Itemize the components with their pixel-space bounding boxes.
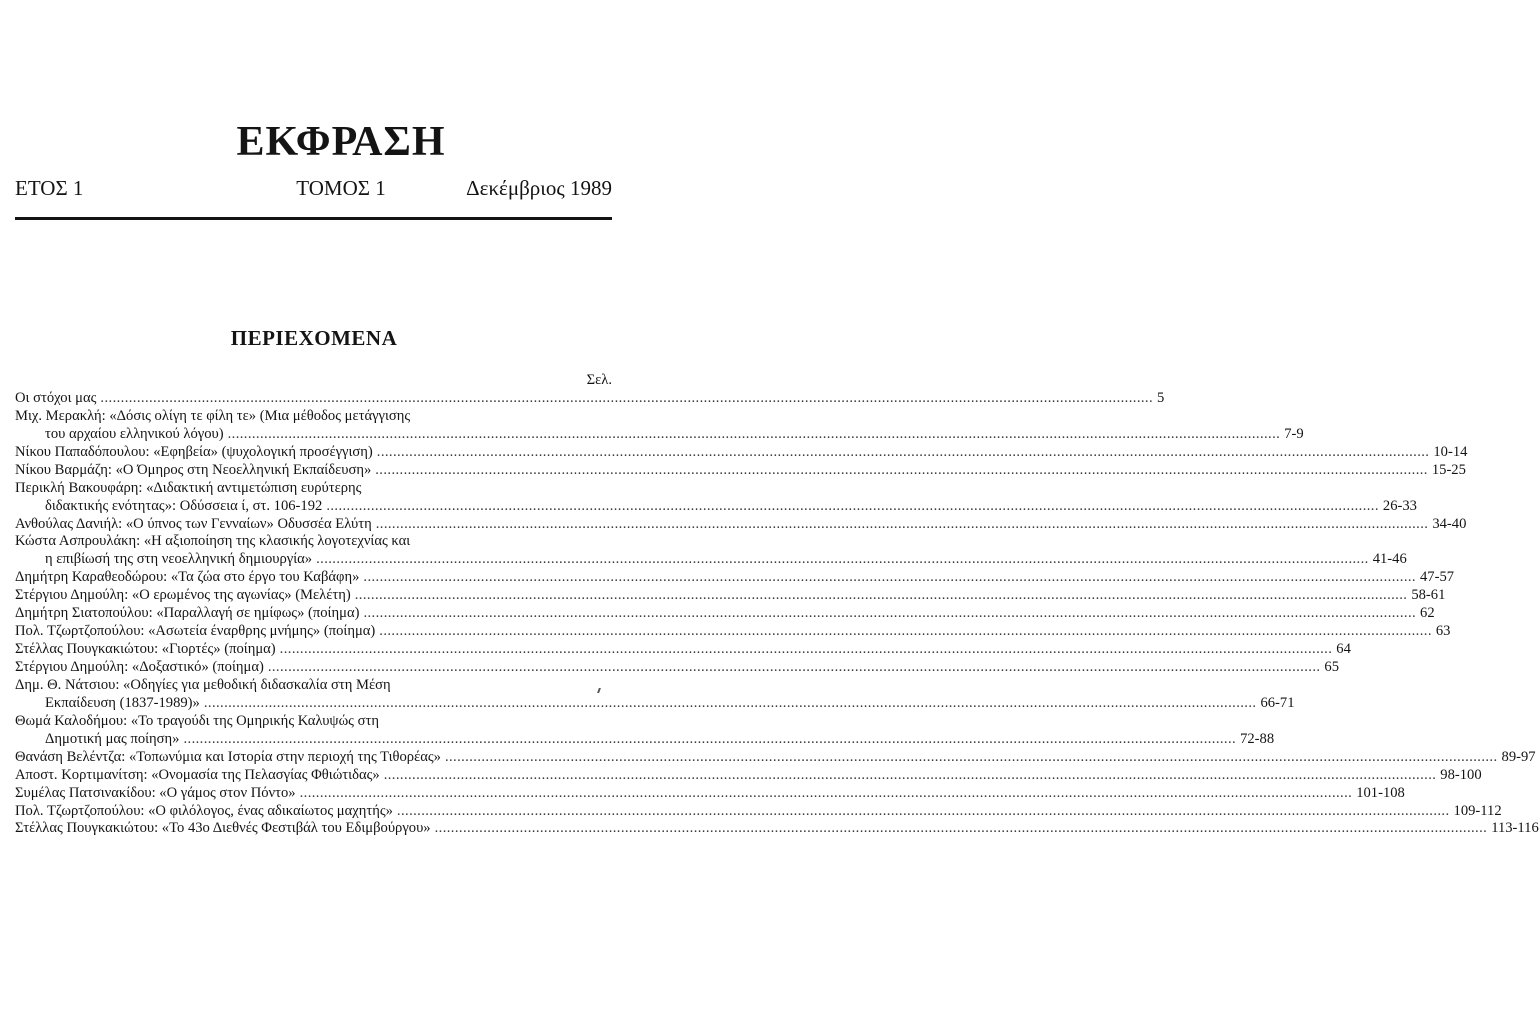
dot-leader: .................................................................................................................................................................................................................................................................... [375, 461, 1428, 478]
dot-leader: .................................................................................................................................................................................................................................................................... [379, 623, 1432, 640]
toc-entry-title: Οι στόχοι μας [15, 389, 97, 406]
toc-entry-row [15, 659, 1340, 677]
toc-entry-pages: 66-71 [1260, 694, 1295, 711]
toc-entry-pages: 64 [1336, 641, 1351, 658]
toc-entry-pages: 41-46 [1372, 551, 1407, 568]
toc-entry-row [15, 551, 1407, 569]
toc-entry-title: Δημήτρη Καραθεοδώρου: «Τα ζώα στο έργο του Καβάφη» [15, 569, 360, 586]
toc-entry [15, 623, 1451, 641]
toc-entry [15, 659, 1340, 677]
toc-entry-title: Πολ. Τζωρτζοπούλου: «Ο φιλόλογος, ένας αδικαίωτος μαχητής» [15, 802, 393, 819]
toc-entry [15, 712, 1275, 749]
toc-entry-title: Στέλλας Πουγκακιώτου: «Γιορτές» (ποίημα) [15, 641, 276, 658]
page-column-label: Σελ. [586, 372, 612, 388]
toc-entry-pages: 101-108 [1356, 784, 1405, 801]
toc-entry-title: διδακτικής ενότητας»: Οδύσσεια ί, στ. 106-192 [45, 497, 323, 514]
issue-volume: ΤΟΜΟΣ 1 [296, 176, 386, 200]
toc-entry-row [15, 569, 1455, 587]
toc-entry [15, 605, 1435, 623]
dot-leader: .................................................................................................................................................................................................................................................................... [444, 748, 1498, 765]
toc-entry [15, 641, 1351, 659]
toc-entry [15, 479, 1417, 516]
toc-entry-pages: 109-112 [1453, 802, 1502, 819]
toc-entry-row [15, 497, 1417, 516]
toc-entry-title: Εκπαίδευση (1837-1989)» [45, 694, 200, 711]
dot-leader: .................................................................................................................................................................................................................................................................... [326, 497, 1379, 514]
dot-leader: .................................................................................................................................................................................................................................................................... [396, 802, 1450, 819]
toc-entry-title: Ανθούλας Δανιήλ: «Ο ύπνος των Γενναίων» Οδυσσέα Ελύτη [15, 515, 372, 532]
toc-entry-title: του αρχαίου ελληνικού λόγου) [45, 425, 224, 442]
toc-entry-pages: 113-116 [1491, 820, 1539, 837]
issue-date: Δεκέμβριος 1989 [466, 176, 612, 200]
toc-entry-row [15, 802, 1502, 821]
toc-entry-pages: 10-14 [1433, 443, 1468, 460]
toc-entry [15, 569, 1455, 587]
contents-heading: ΠΕΡΙΕΧΟΜΕΝΑ [230, 326, 398, 350]
toc-entry-row [15, 820, 1539, 838]
toc-entry-pages: 58-61 [1411, 587, 1446, 604]
dot-leader: .................................................................................................................................................................................................................................................................... [375, 515, 1429, 532]
dot-leader: .................................................................................................................................................................................................................................................................... [183, 730, 1237, 747]
toc-entry-pages: 65 [1324, 659, 1340, 675]
toc-entry [15, 766, 1482, 785]
toc-entry-title: Στέργιου Δημούλη: «Δοξαστικό» (ποίημα) [15, 659, 264, 675]
header-rule [15, 217, 612, 220]
toc-entry-title: η επιβίωσή της στη νεοελληνική δημιουργία» [45, 551, 313, 568]
toc-entry [15, 748, 1536, 767]
toc-entry-row [15, 515, 1467, 534]
toc-entry-row [15, 425, 1304, 444]
toc-entry-row [15, 766, 1482, 785]
toc-entry-row [15, 730, 1275, 749]
toc-entry-row [15, 641, 1351, 659]
toc-entry [15, 676, 1295, 713]
toc-entry-pages: 15-25 [1431, 461, 1466, 478]
dot-leader: .................................................................................................................................................................................................................................................................... [267, 659, 1321, 675]
dot-leader: .................................................................................................................................................................................................................................................................... [376, 443, 1430, 460]
toc-entry-pages: 5 [1157, 389, 1165, 406]
toc-entry-row [15, 694, 1295, 713]
toc-entry-row [15, 605, 1435, 623]
toc-entry-title: Πολ. Τζωρτζοπούλου: «Ασωτεία έναρθρης μνήμης» (ποίημα) [15, 623, 376, 640]
toc-entry-pages: 98-100 [1440, 766, 1482, 783]
toc-entry-row [15, 587, 1446, 605]
dot-leader: .................................................................................................................................................................................................................................................................... [203, 694, 1257, 711]
issue-year: ΕΤΟΣ 1 [15, 176, 84, 200]
toc-entry [15, 443, 1468, 462]
toc-entry-title: Νίκου Βαρμάζη: «Ο Όμηρος στη Νεοελληνική Εκπαίδευση» [15, 461, 372, 478]
toc-entry-row [15, 623, 1451, 641]
toc-entry-title: Στέλλας Πουγκακιώτου: «Το 43ο Διεθνές Φεστιβάλ του Εδιμβούργου» [15, 820, 431, 837]
dot-leader: .................................................................................................................................................................................................................................................................... [299, 784, 1353, 801]
toc-entry [15, 461, 1466, 480]
toc-entry-pages: 7-9 [1284, 425, 1304, 442]
dot-leader: .................................................................................................................................................................................................................................................................... [279, 641, 1333, 658]
dot-leader: .................................................................................................................................................................................................................................................................... [316, 551, 1369, 568]
toc-entry-row [15, 461, 1466, 480]
toc-entry-title: Δημήτρη Σιατοπούλου: «Παραλλαγή σε ημίφως» (ποίημα) [15, 605, 360, 622]
toc-entry [15, 784, 1405, 803]
toc-entry-first-line: Κώστα Ασπρουλάκη: «Η αξιοποίηση της κλασικής λογοτεχνίας και [15, 533, 411, 550]
table-of-contents [15, 372, 1539, 838]
toc-entry-title: Συμέλας Πατσινακίδου: «Ο γάμος στον Πόντο» [15, 784, 296, 801]
dot-leader: .................................................................................................................................................................................................................................................................... [434, 820, 1488, 837]
toc-entry-first-line: Μιχ. Μερακλή: «Δόσις ολίγη τε φίλη τε» (Μια μέθοδος μετάγγισης [15, 407, 411, 424]
toc-entry-title: Αποστ. Κορτιμανίτση: «Ονομασία της Πελασγίας Φθιώτιδας» [15, 766, 380, 783]
toc-entry-first-line: Δημ. Θ. Νάτσιου: «Οδηγίες για μεθοδική διδασκαλία στη Μέση [15, 676, 391, 693]
toc-entry-first-line: Θωμά Καλοδήμου: «Το τραγούδι της Ομηρικής Καλυψώς στη [15, 712, 379, 729]
toc-entry [15, 389, 1165, 408]
toc-entry-title: Θανάση Βελέντζα: «Τοπωνύμια και Ιστορία στην περιοχή της Τιθορέας» [15, 748, 441, 765]
toc-entry-pages: 47-57 [1419, 569, 1455, 586]
toc-entry-row [15, 389, 1165, 408]
toc-entry-pages: 89-97 [1501, 748, 1536, 765]
dot-leader: .................................................................................................................................................................................................................................................................... [363, 569, 1416, 586]
dot-leader: .................................................................................................................................................................................................................................................................... [354, 587, 1408, 604]
toc-entry-first-line: Περικλή Βακουφάρη: «Διδακτική αντιμετώπιση ευρύτερης [15, 479, 362, 496]
toc-entry-title: Στέργιου Δημούλη: «Ο ερωμένος της αγωνίας» (Μελέτη) [15, 587, 351, 604]
toc-entry [15, 515, 1467, 534]
dot-leader: .................................................................................................................................................................................................................................................................... [100, 389, 1154, 406]
toc-entry [15, 587, 1446, 605]
toc-entry-row [15, 443, 1468, 462]
toc-entry [15, 802, 1502, 821]
toc-entry-pages: 34-40 [1432, 515, 1467, 532]
dot-leader: .................................................................................................................................................................................................................................................................... [227, 425, 1281, 442]
journal-title: ΕΚΦΡΑΣΗ [236, 119, 446, 165]
dot-leader: .................................................................................................................................................................................................................................................................... [383, 766, 1437, 783]
toc-entry-pages: 72-88 [1240, 730, 1275, 747]
dot-leader: .................................................................................................................................................................................................................................................................... [363, 605, 1417, 622]
toc-entry [15, 533, 1407, 569]
toc-entry [15, 820, 1539, 838]
toc-entry-row [15, 784, 1405, 803]
toc-entry-pages: 63 [1435, 623, 1451, 640]
toc-entry-pages: 62 [1420, 605, 1435, 622]
toc-entry-title: Νίκου Παπαδόπουλου: «Εφηβεία» (ψυχολογική προσέγγιση) [15, 443, 373, 460]
toc-entry-pages: 26-33 [1382, 497, 1417, 514]
toc-entry-row [15, 748, 1536, 767]
toc-entry [15, 407, 1304, 444]
toc-entry-title: Δημοτική μας ποίηση» [45, 730, 180, 747]
